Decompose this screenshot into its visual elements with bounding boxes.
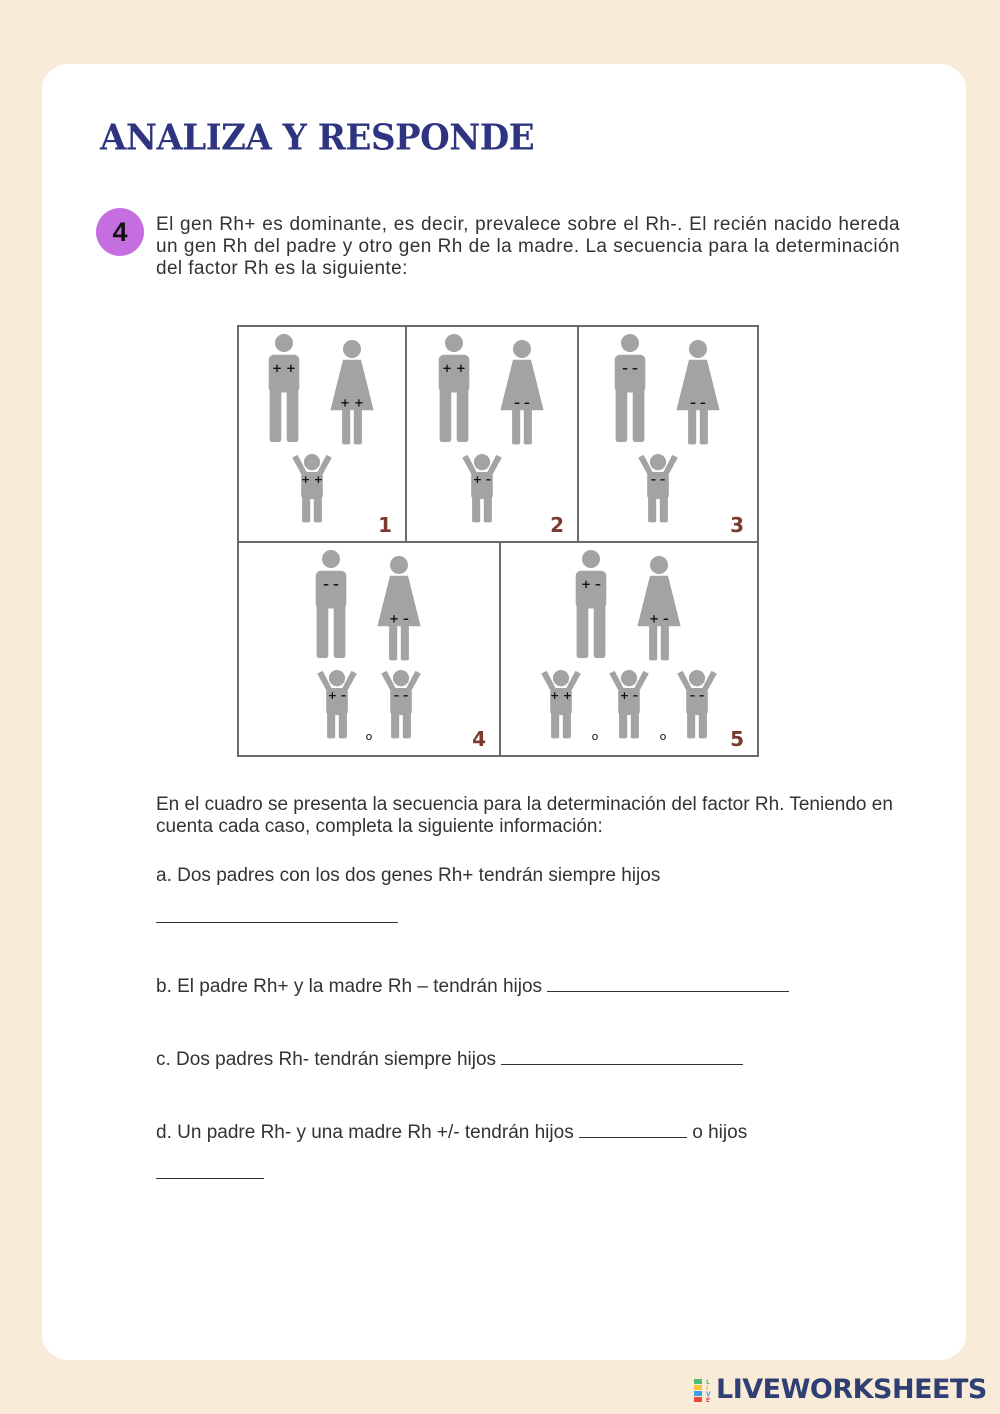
item-d <box>156 1121 916 1144</box>
answer-blank-a[interactable] <box>156 906 398 923</box>
logo-square <box>694 1397 702 1402</box>
logo-letter: E <box>706 1396 711 1403</box>
rh-inheritance-figure <box>236 322 760 758</box>
logo-letter: I <box>706 1384 709 1392</box>
logo-square <box>694 1379 702 1384</box>
father-genes: + + <box>442 360 466 375</box>
panel-number: 3 <box>730 513 744 537</box>
panel-number: 4 <box>472 727 486 751</box>
father-genes: – – <box>622 360 638 375</box>
item-b-text: b. El padre Rh+ y la madre Rh – tendrán hijos <box>156 976 543 997</box>
item-c <box>156 1048 916 1071</box>
child-genes: – – <box>393 688 409 702</box>
mother-genes: – – <box>690 395 706 410</box>
panel-number: 5 <box>730 727 744 751</box>
panel-3 <box>578 326 758 542</box>
instructions-text: En el cuadro se presenta la secuencia para la determinación del factor Rh. Teniendo en cuenta cada caso, completa la siguiente información: <box>156 794 893 837</box>
item-b <box>156 975 916 998</box>
father-genes: + + <box>272 360 296 375</box>
answer-blank-b[interactable] <box>547 975 789 992</box>
child-genes: – – <box>650 472 666 486</box>
or-separator: o <box>591 730 599 743</box>
question-intro: El gen Rh+ es dominante, es decir, prevalece sobre el Rh-. El recién nacido hereda un gen Rh del padre y otro gen Rh de la madre. La secuencia para la determinación del factor Rh es la siguiente: <box>156 214 900 279</box>
mother-genes: – – <box>514 395 530 410</box>
or-separator: o <box>365 730 373 743</box>
mother-genes: + – <box>389 611 409 626</box>
panel-2 <box>406 326 578 542</box>
logo-square <box>694 1391 702 1396</box>
father-genes: + – <box>581 576 601 591</box>
panel-1 <box>238 326 406 542</box>
item-d-text-1: d. Un padre Rh- y una madre Rh +/- tendrán hijos <box>156 1122 574 1143</box>
answer-blank-d1[interactable] <box>579 1121 687 1138</box>
panel-5 <box>500 542 758 756</box>
child-genes: + – <box>327 688 347 702</box>
mother-genes: + – <box>649 611 669 626</box>
logo-square <box>694 1385 702 1390</box>
mother-genes: + + <box>340 395 364 410</box>
page-title: ANALIZA Y RESPONDE <box>100 117 535 159</box>
panel-number: 2 <box>550 513 564 537</box>
item-d-text-2: o hijos <box>692 1122 748 1143</box>
child-genes: – – <box>689 688 705 702</box>
liveworksheets-logo <box>692 1374 987 1405</box>
panel-4 <box>238 542 500 756</box>
liveworksheets-logo-icon <box>692 1377 714 1403</box>
answer-blank-c[interactable] <box>501 1048 743 1065</box>
or-separator: o <box>659 730 667 743</box>
panel-number: 1 <box>378 513 392 537</box>
question-number-badge: 4 <box>96 208 144 256</box>
item-a-text: a. Dos padres con los dos genes Rh+ tendrán siempre hijos <box>156 865 661 886</box>
child-genes: + + <box>550 688 572 702</box>
brand-name: LIVEWORKSHEETS <box>716 1374 987 1405</box>
father-genes: – – <box>323 576 339 591</box>
item-a <box>156 865 916 887</box>
logo-letter: L <box>706 1378 710 1386</box>
item-c-text: c. Dos padres Rh- tendrán siempre hijos <box>156 1049 497 1070</box>
answer-blank-d2[interactable] <box>156 1162 264 1179</box>
child-genes: + + <box>301 472 323 486</box>
logo-letter: V <box>706 1390 711 1398</box>
child-genes: + – <box>619 688 639 702</box>
child-genes: + – <box>472 472 492 486</box>
